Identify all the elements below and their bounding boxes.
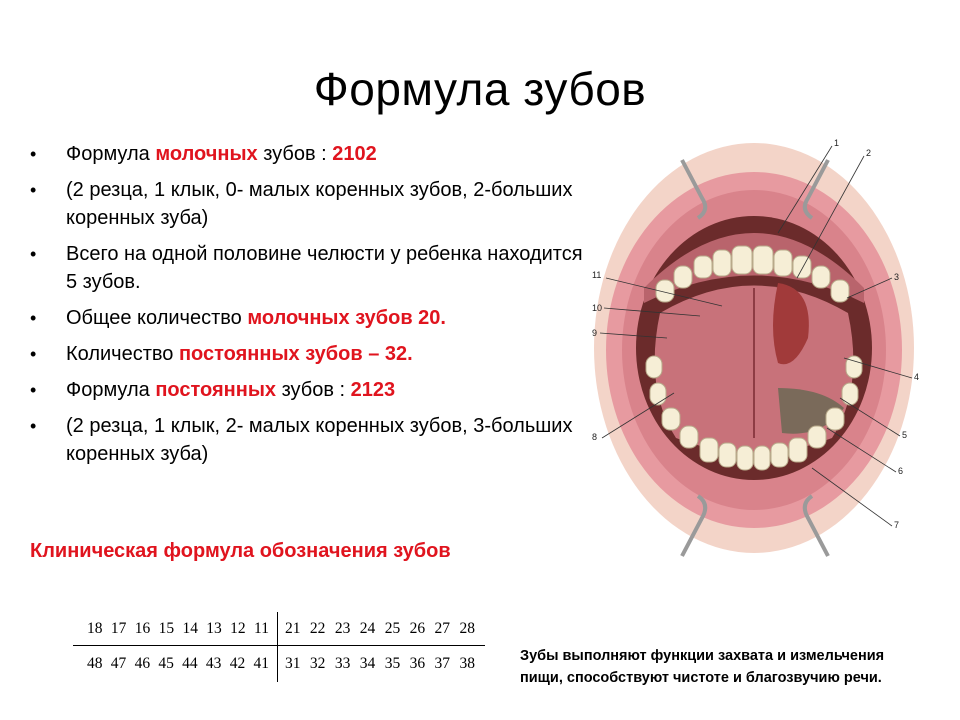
lower-left-quadrant	[87, 655, 269, 673]
bullet-list	[30, 140, 590, 476]
tooth-number: 33	[334, 655, 351, 672]
tooth-number: 32	[309, 655, 326, 672]
oral-cavity-illustration	[582, 138, 932, 570]
bullet-dot: •	[30, 380, 37, 400]
bullet-text-part: Формула	[66, 143, 156, 165]
tooth-number: 18	[87, 620, 103, 637]
tooth-number: 25	[384, 620, 401, 637]
label-1: 1	[834, 138, 840, 148]
tooth-number: 35	[384, 655, 401, 672]
tooth-number: 45	[158, 655, 174, 672]
tooth-number: 16	[134, 620, 151, 637]
tooth-number: 44	[182, 655, 198, 672]
tooth-number: 47	[110, 655, 127, 672]
tooth-number: 46	[134, 655, 151, 672]
bullet-item	[30, 412, 590, 468]
bullet-item	[30, 304, 590, 332]
tooth-number: 12	[230, 620, 246, 637]
bullet-item	[30, 240, 590, 296]
tooth-number: 23	[334, 620, 351, 637]
lower-right-quadrant	[285, 655, 475, 673]
tooth-number: 37	[434, 655, 451, 672]
bullet-text-part: Количество	[66, 343, 179, 365]
bullet-dot: •	[30, 244, 37, 264]
label-4: 4	[914, 372, 920, 382]
slide-title: Формула зубов	[313, 63, 647, 115]
bullet-text-part: 2123	[350, 379, 396, 401]
tooth-number: 15	[158, 620, 175, 637]
tooth-number: 42	[229, 655, 246, 672]
bullet-dot: •	[30, 180, 37, 200]
tooth-number: 11	[254, 620, 269, 637]
jaw-divider-horizontal	[73, 645, 485, 646]
tooth-number: 14	[182, 620, 198, 637]
bullet-item	[30, 140, 590, 168]
label-3: 3	[894, 272, 900, 282]
tooth-number: 31	[285, 655, 301, 672]
bullet-text-part: постоянных	[155, 379, 277, 401]
bullet-text-part: (2 резца, 1 клык, 0- малых коренных зубов, 2-больших коренных зуба)	[66, 179, 573, 229]
bullet-text-part: молочных зубов 20.	[247, 307, 446, 329]
bullet-item	[30, 340, 590, 368]
upper-jaw-row	[73, 620, 485, 642]
tooth-number: 43	[205, 655, 222, 672]
tooth-number: 48	[87, 655, 103, 672]
bullet-dot: •	[30, 144, 37, 164]
function-note: Зубы выполняют функции захвата и измельчения пищи, способствуют чистоте и благозвучию речи.	[520, 648, 885, 686]
label-8: 8	[592, 432, 598, 442]
label-7: 7	[894, 520, 900, 530]
label-6: 6	[898, 466, 904, 476]
tooth-number: 36	[409, 655, 426, 672]
mouth-diagram	[582, 138, 932, 570]
bullet-text-part: (2 резца, 1 клык, 2- малых коренных зубов, 3-больших коренных зуба)	[66, 415, 573, 465]
tooth-number: 24	[359, 620, 376, 637]
tooth-number: 21	[285, 620, 301, 637]
label-2: 2	[866, 148, 872, 158]
upper-left-quadrant	[87, 620, 269, 638]
upper-right-quadrant	[285, 620, 475, 638]
tooth-numbering-table	[73, 612, 485, 682]
tooth-number: 26	[409, 620, 426, 637]
lower-jaw-row	[73, 655, 485, 677]
bullet-dot: •	[30, 344, 37, 364]
bullet-text-part: зубов :	[257, 143, 333, 165]
label-5: 5	[902, 430, 908, 440]
bullet-text-part: 2102	[332, 143, 377, 165]
bullet-text-part: молочных	[155, 143, 258, 165]
clinical-formula-heading: Клиническая формула обозначения зубов	[30, 540, 451, 562]
tooth-number: 27	[434, 620, 451, 637]
bullet-dot: •	[30, 416, 37, 436]
bullet-text-part: зубов :	[276, 379, 351, 401]
tooth-number: 17	[110, 620, 127, 637]
bullet-text-part: Формула	[66, 379, 156, 401]
label-11: 11	[592, 270, 602, 280]
bullet-text-part: постоянных зубов – 32.	[178, 343, 413, 365]
tooth-number: 34	[359, 655, 376, 672]
tooth-number: 38	[459, 655, 475, 672]
bullet-text-part: Общее количество	[66, 307, 248, 329]
tooth-number: 22	[309, 620, 326, 637]
bullet-item	[30, 176, 590, 232]
bullet-text-part: Всего на одной половине челюсти у ребенка находится 5 зубов.	[66, 243, 583, 293]
tooth-number: 13	[206, 620, 222, 637]
tooth-number: 28	[459, 620, 475, 637]
label-10: 10	[592, 303, 603, 313]
bullet-item	[30, 376, 590, 404]
bullet-dot: •	[30, 308, 37, 328]
tooth-number: 41	[253, 655, 269, 672]
label-9: 9	[592, 328, 598, 338]
